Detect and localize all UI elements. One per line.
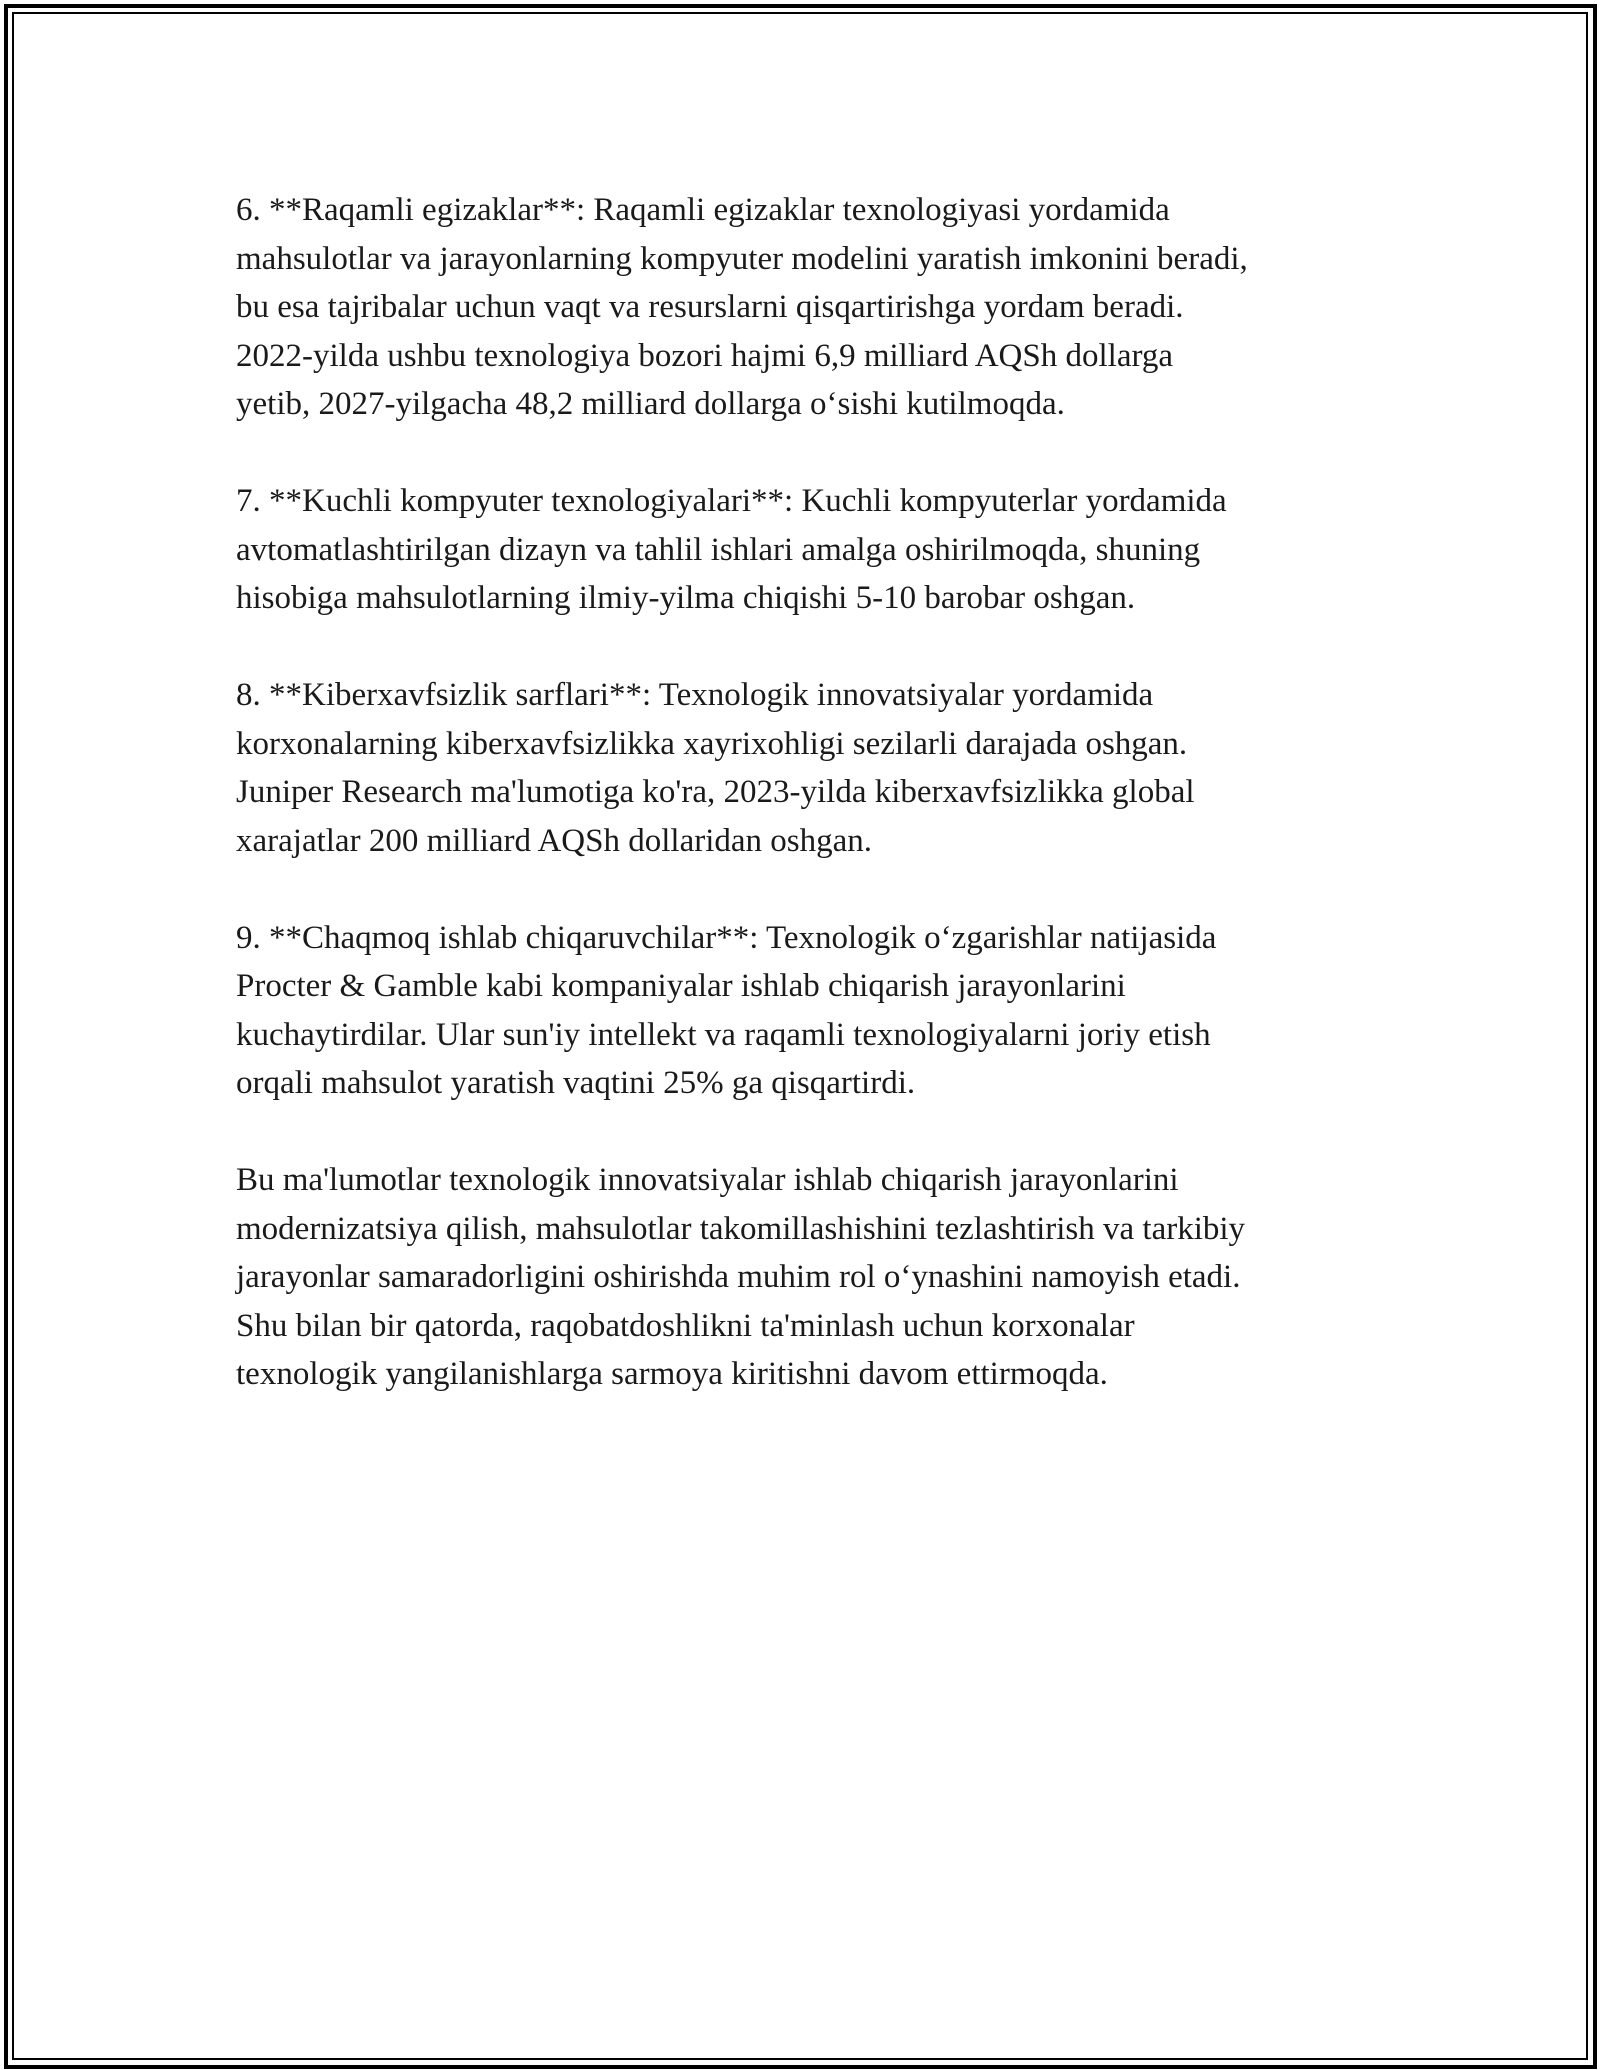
- text-line: 7. **Kuchli kompyuter texnologiyalari**: Kuchli kompyuterlar yordamida: [236, 483, 1227, 519]
- paragraph-item-7: [236, 477, 1386, 623]
- text-line: Shu bilan bir qatorda, raqobatdoshlikni ta'minlash uchun korxonalar: [236, 1307, 1135, 1344]
- text-line: Bu ma'lumotlar texnologik innovatsiyalar ishlab chiqarish jarayonlarini: [236, 1162, 1179, 1198]
- text-line: 2022-yilda ushbu texnologiya bozori hajmi 6,9 milliard AQSh dollarga: [236, 337, 1174, 374]
- paragraph-item-8: [236, 671, 1386, 865]
- text-line: 9. **Chaqmoq ishlab chiqaruvchilar**: Texnologik o‘zgarishlar natijasida: [236, 919, 1217, 956]
- text-line: korxonalarning kiberxavfsizlikka xayrixohligi sezilarli darajada oshgan.: [236, 725, 1188, 762]
- text-line: orqali mahsulot yaratish vaqtini 25% ga qisqartirdi.: [236, 1065, 916, 1101]
- text-line: kuchaytirdilar. Ular sun'iy intellekt va raqamli texnologiyalarni joriy etish: [236, 1016, 1211, 1053]
- paragraph-item-9: [236, 914, 1386, 1108]
- text-line: texnologik yangilanishlarga sarmoya kiritishni davom ettirmoqda.: [236, 1356, 1108, 1392]
- text-line: avtomatlashtirilgan dizayn va tahlil ishlari amalga oshirilmoqda, shuning: [236, 531, 1201, 568]
- text-line: jarayonlar samaradorligini oshirishda muhim rol o‘ynashini namoyish etadi.: [236, 1259, 1241, 1295]
- text-line: yetib, 2027-yilgacha 48,2 milliard dollarga o‘sishi kutilmoqda.: [236, 386, 1065, 422]
- text-line: Juniper Research ma'lumotiga ko'ra, 2023-yilda kiberxavfsizlikka global: [236, 774, 1195, 810]
- text-line: 6. **Raqamli egizaklar**: Raqamli egizaklar texnologiyasi yordamida: [236, 192, 1170, 228]
- text-line: 8. **Kiberxavfsizlik sarflari**: Texnologik innovatsiyalar yordamida: [236, 677, 1154, 713]
- document-body: [236, 186, 1386, 1447]
- text-line: modernizatsiya qilish, mahsulotlar takomillashishini tezlashtirish va tarkibiy: [236, 1210, 1246, 1247]
- text-line: bu esa tajribalar uchun vaqt va resurslarni qisqartirishga yordam beradi.: [236, 289, 1184, 325]
- paragraph-conclusion: [236, 1156, 1386, 1399]
- text-line: Procter & Gamble kabi kompaniyalar ishlab chiqarish jarayonlarini: [236, 968, 1126, 1004]
- text-line: hisobiga mahsulotlarning ilmiy-yilma chiqishi 5-10 barobar oshgan.: [236, 580, 1136, 616]
- text-line: mahsulotlar va jarayonlarning kompyuter modelini yaratish imkonini beradi,: [236, 240, 1248, 277]
- paragraph-item-6: [236, 186, 1386, 429]
- text-line: xarajatlar 200 milliard AQSh dollaridan oshgan.: [236, 822, 873, 859]
